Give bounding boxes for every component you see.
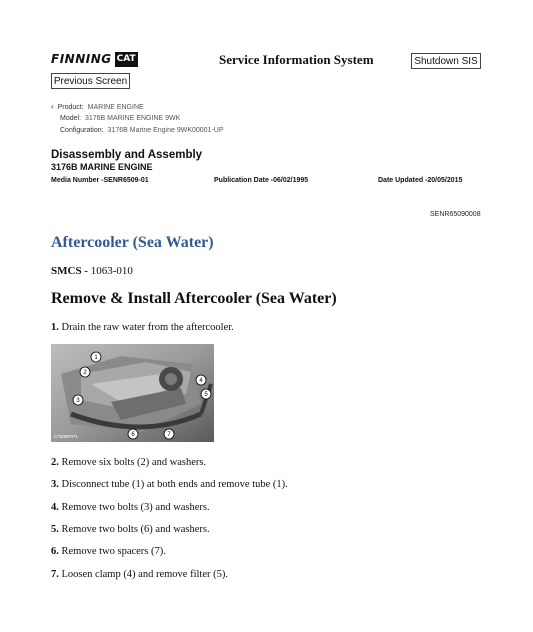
model-line [60, 115, 180, 122]
callout-4: 4 [199, 378, 203, 384]
cat-badge: CAT [115, 52, 138, 67]
step-text: Remove two spacers (7). [61, 546, 166, 557]
step-text: Disconnect tube (1) at both ends and remove tube (1). [61, 479, 288, 490]
media-number: Media Number -SENR6509-01 [51, 177, 149, 184]
step-3 [51, 479, 288, 490]
step-text: Loosen clamp (4) and remove filter (5). [61, 569, 228, 580]
smcs-code [51, 265, 133, 277]
logo-text: FINNING [51, 52, 112, 66]
step-5 [51, 524, 210, 535]
model-value: 3176B MARINE ENGINE 9WK [84, 115, 181, 122]
doc-heading: Disassembly and Assembly [51, 149, 203, 161]
product-label: Product: [57, 104, 84, 111]
step-4 [51, 502, 210, 513]
finning-cat-logo [51, 50, 137, 68]
step-number: 7. [51, 569, 59, 580]
document-id: SENR65090008 [430, 211, 481, 218]
callout-6: 6 [131, 432, 135, 438]
callout-7: 7 [167, 432, 171, 438]
publication-date: Publication Date -06/02/1995 [214, 177, 309, 184]
doc-subheading: 3176B MARINE ENGINE [51, 162, 153, 172]
callout-5: 5 [204, 392, 208, 398]
step-number: 4. [51, 502, 59, 513]
step-text: Remove two bolts (3) and washers. [61, 502, 210, 513]
shutdown-sis-button[interactable]: Shutdown SIS [411, 53, 481, 69]
step-number: 6. [51, 546, 59, 557]
callout-3: 3 [76, 398, 80, 404]
step-text: Remove two bolts (6) and washers. [61, 524, 210, 535]
step-number: 2. [51, 457, 59, 468]
configuration-label: Configuration: [60, 127, 104, 134]
step-text: Drain the raw water from the aftercooler. [61, 322, 234, 333]
step-2 [51, 457, 206, 468]
model-label: Model: [60, 115, 82, 122]
engine-photo [51, 344, 214, 442]
smcs-value: 1063-010 [90, 265, 133, 277]
section-title: Aftercooler (Sea Water) [51, 234, 214, 251]
image-caption: C760897P1 [54, 434, 78, 439]
product-line[interactable] [51, 102, 144, 111]
previous-screen-button[interactable]: Previous Screen [51, 73, 130, 89]
step-number: 3. [51, 479, 59, 490]
configuration-line [60, 127, 224, 134]
step-7 [51, 569, 228, 580]
date-updated: Date Updated -20/05/2015 [378, 177, 463, 184]
callout-2: 2 [83, 370, 87, 376]
step-6 [51, 546, 166, 557]
app-title: Service Information System [219, 52, 374, 67]
product-value: MARINE ENGINE [87, 104, 144, 111]
step-number: 1. [51, 322, 59, 333]
chevron-left-icon: ‹ [51, 102, 54, 111]
callout-1: 1 [94, 355, 98, 361]
step-1 [51, 322, 234, 333]
aftercooler-illustration [51, 344, 214, 442]
step-text: Remove six bolts (2) and washers. [61, 457, 207, 468]
task-title: Remove & Install Aftercooler (Sea Water) [51, 290, 337, 307]
smcs-label: SMCS - [51, 265, 88, 277]
configuration-value: 3176B Marine Engine 9WK00001-UP [107, 127, 224, 134]
step-number: 5. [51, 524, 59, 535]
